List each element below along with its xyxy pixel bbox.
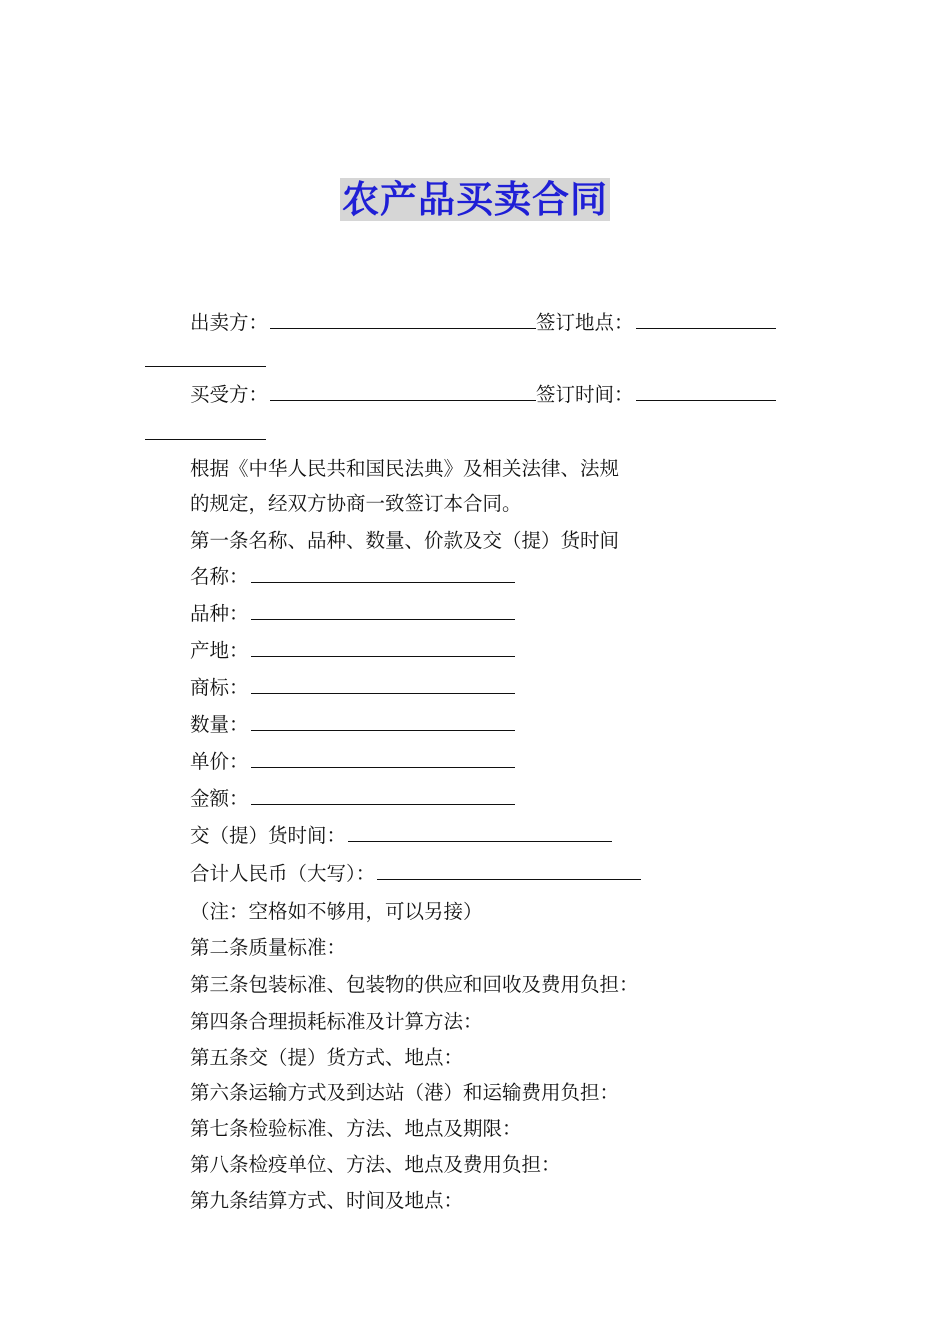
field-blank[interactable]: [251, 712, 515, 731]
buyer-label: 买受方：: [190, 383, 269, 406]
field-blank[interactable]: [377, 861, 641, 880]
article-5: 第五条交（提）货方式、地点：: [190, 1046, 464, 1069]
intro-line-2: 的规定，经双方协商一致签订本合同。: [190, 492, 522, 515]
field-label: 商标：: [190, 676, 249, 699]
buyer-blank[interactable]: [270, 382, 536, 401]
field-blank[interactable]: [251, 638, 515, 657]
title-text: 农产品买卖合同: [342, 178, 608, 221]
field-origin: [190, 638, 515, 664]
article-2: 第二条质量标准：: [190, 936, 347, 959]
field-delivery-time: [190, 823, 612, 849]
field-blank[interactable]: [251, 601, 515, 620]
field-blank[interactable]: [251, 786, 515, 805]
field-total-rmb: [190, 861, 641, 887]
sign-time-blank-continued[interactable]: [145, 438, 266, 440]
field-blank[interactable]: [251, 749, 515, 768]
field-label: 名称：: [190, 565, 249, 588]
field-trademark: [190, 675, 515, 701]
field-variety: [190, 601, 515, 627]
intro-line-1: 根据《中华人民共和国民法典》及相关法律、法规: [190, 457, 620, 480]
field-label: 交（提）货时间：: [190, 824, 347, 847]
blank-note: （注：空格如不够用，可以另接）: [190, 900, 483, 923]
sign-place-blank-continued[interactable]: [145, 365, 266, 367]
field-blank[interactable]: [348, 823, 612, 842]
seller-line: [190, 310, 776, 336]
seller-blank[interactable]: [270, 310, 536, 329]
article-1-heading: 第一条名称、品种、数量、价款及交（提）货时间: [190, 529, 620, 552]
document-title: [0, 178, 950, 222]
field-label: 合计人民币（大写）：: [190, 862, 376, 885]
field-label: 金额：: [190, 787, 249, 810]
field-label: 产地：: [190, 639, 249, 662]
field-label: 品种：: [190, 602, 249, 625]
article-4: 第四条合理损耗标准及计算方法：: [190, 1010, 483, 1033]
seller-label: 出卖方：: [190, 311, 269, 334]
article-8: 第八条检疫单位、方法、地点及费用负担：: [190, 1153, 561, 1176]
field-quantity: [190, 712, 515, 738]
field-blank[interactable]: [251, 564, 515, 583]
article-9: 第九条结算方式、时间及地点：: [190, 1189, 464, 1212]
article-6: 第六条运输方式及到达站（港）和运输费用负担：: [190, 1081, 620, 1104]
field-label: 单价：: [190, 750, 249, 773]
field-unit-price: [190, 749, 515, 775]
article-7: 第七条检验标准、方法、地点及期限：: [190, 1117, 522, 1140]
buyer-line: [190, 382, 776, 408]
field-name: [190, 564, 515, 590]
sign-place-blank[interactable]: [636, 310, 776, 329]
sign-time-label: 签订时间：: [536, 383, 634, 406]
article-3: 第三条包装标准、包装物的供应和回收及费用负担：: [190, 973, 639, 996]
sign-place-label: 签订地点：: [536, 311, 634, 334]
field-amount: [190, 786, 515, 812]
field-blank[interactable]: [251, 675, 515, 694]
sign-time-blank[interactable]: [636, 382, 776, 401]
field-label: 数量：: [190, 713, 249, 736]
